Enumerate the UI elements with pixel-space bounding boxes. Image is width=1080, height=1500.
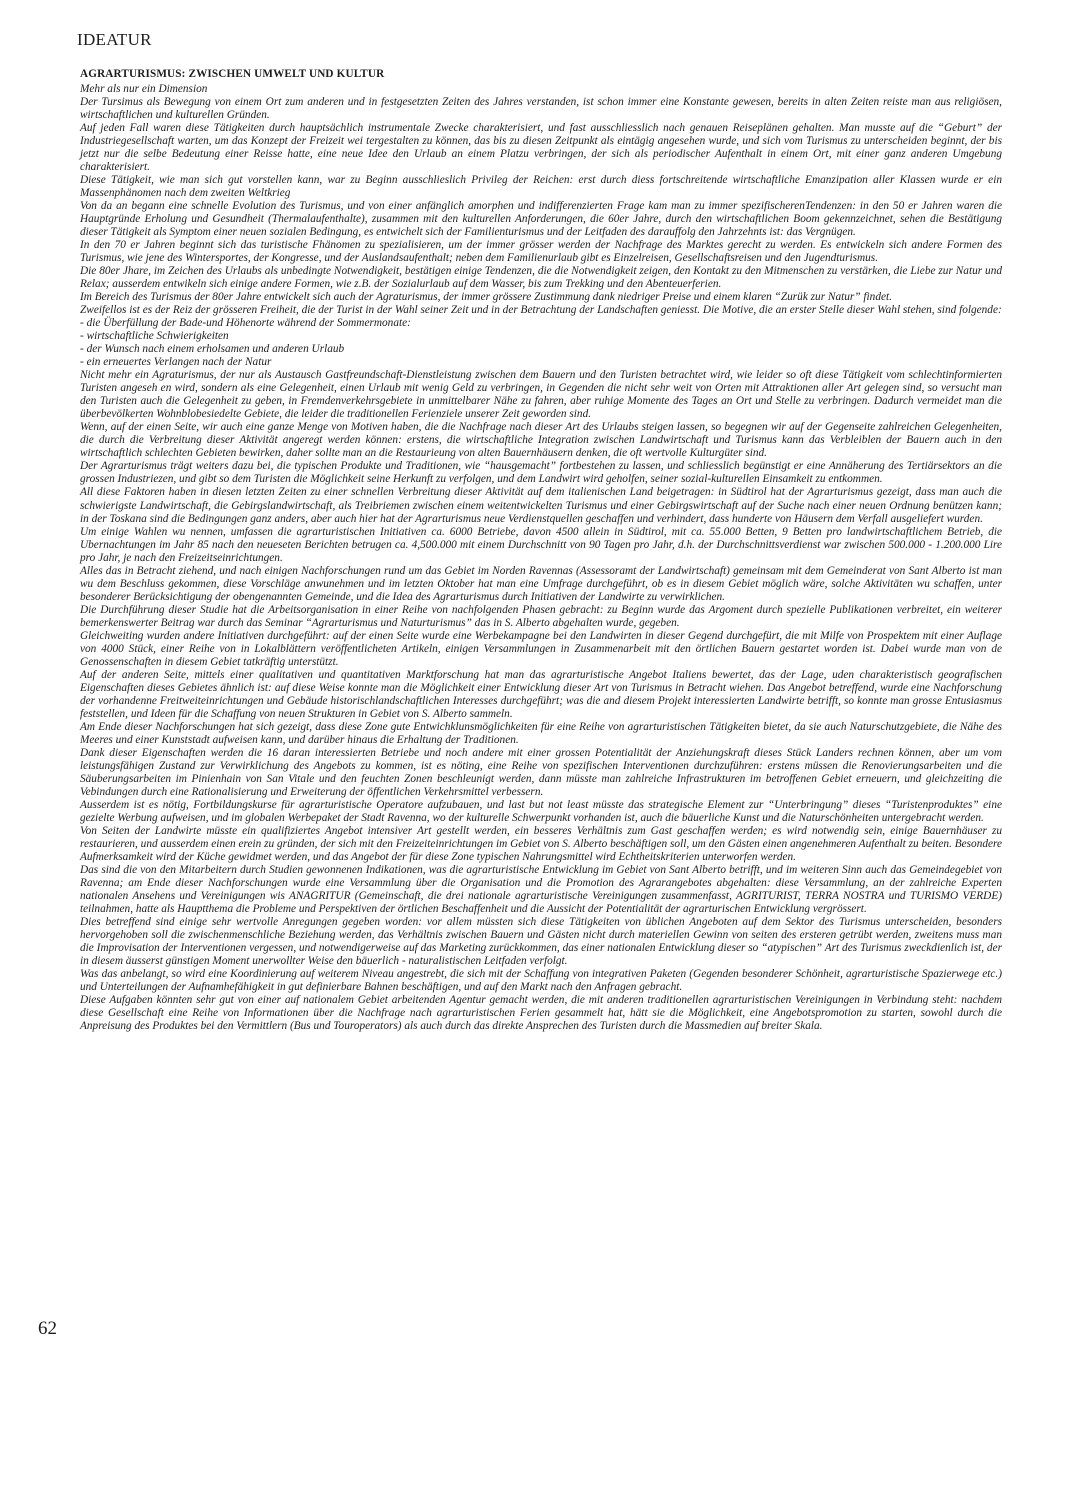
subtitle: Mehr als nur ein Dimension (80, 83, 208, 95)
paragraph: Von da an begann eine schnelle Evolution des Turismus, und von einer anfänglich amorphen und indifferenzierten Frage kam man zu immer spezifischerenTendenzen: in den 50 er Jahren waren die Hauptgründe Erholung und Gesundheit (Thermalaufenthalte), zusammen mit den kulturellen Anforderungen, die 60er Jahre, durch den wirtschaftlichen Boom gekennzeichnet, sehen die Bestätigung dieser Tätigkeit als Symptom einer neuen sozialen Bedingung, es entwichelt sich der Familienturismus und der Leitfaden des darauffolg den Jahrzehnts ist: das Vergnügen. (80, 200, 1002, 239)
paragraph: In den 70 er Jahren beginnt sich das turistische Fhänomen zu spezialisieren, um der immer grösser werden der Nachfrage des Marktes gerecht zu werden. Es entwickeln sich andere Formen des Turismus, wie jene des Wintersportes, der Kongresse, und der Auslandsaufenthalt; neben dem Familienurlaub gibt es Einzelreisen, Gesellschaftsreisen und den Jugendturismus. (80, 239, 1002, 265)
paragraph: Die 80er Jhare, im Zeichen des Urlaubs als unbedingte Notwendigkeit, bestätigen einige Tendenzen, die die Notwendigkeit zeigen, den Kontakt zu den Mitmenschen zu verstärken, die Liebe zur Natur und Relax; ausserdem entwikeln sich einige andere Formen, wie z.B. der Sozialurlaub auf dem Wasser, bis zum Trekking und den Abenteuerferien. (80, 265, 1002, 291)
paragraph: Nicht mehr ein Agraturismus, der nur als Austausch Gastfreundschaft-Dienstleistung zwischen dem Bauern und den Turisten betrachtet wird, wie leider so oft diese Tätigkeit vom schlechtinformierten Turisten angeseh en wird, sondern als eine Gelegenheit, einen Urlaub mit wenig Geld zu verbringen, in Gegenden die nicht sehr weit von Orten mit Attraktionen aller Art gelegen sind, so versucht man den Turisten auch die Gelegenheit zu geben, in Fremdenverkehrsgebiete in unmittelbarer Nähe zu fahren, aber ruhige Momente des Tages an Ort und Stelle zu verbringen. Dadurch vermeidet man die überbevölkerten Wohnblobesiedelte Gebiete, die leider die traditionellen Ferienziele unserer Zeit geworden sind. (80, 369, 1002, 421)
paragraph: Am Ende dieser Nachforschungen hat sich gezeigt, dass diese Zone gute Entwichklunsmöglichkeiten für eine Reihe von agrarturistischen Tätigkeiten bietet, da sie auch Naturschutzgebiete, die Nähe des Meeres und einer Kunststadt aufweisen kann, und darüber hinaus die Erhaltung der Traditionen. (80, 720, 1002, 746)
paragraph: Diese Tätigkeit, wie man sich gut vorstellen kann, war zu Beginn ausschlieslich Privileg der Reichen: erst durch diess fortschreitende wirtschaftliche Emanzipation aller Klassen wurde er ein Massenphänomen nach dem zweiten Weltkrieg (80, 174, 1002, 200)
paragraph: Der Tursimus als Bewegung von einem Ort zum anderen und in festgesetzten Zeiten des Jahres verstanden, ist schon immer eine Konstante gewesen, bereits in alten Zeiten reiste man aus religiösen, wirtschaftlichen und kulturellen Gründen. (80, 96, 1002, 122)
paragraph: Um einige Wahlen wu nennen, umfassen die agrarturistischen Initiativen ca. 6000 Betriebe, davon 4500 allein in Südtirol, mit ca. 55.000 Betten, 9 Betten pro landwirtschaftlichem Betrieb, die Ubernachtungen im Jahr 85 nach den neueseten Berichten betrugen ca. 4,500.000 mit einem Durchschnitt von 90 Tagen pro Jahr, d.h. der Durchschnittsverdienst war zwischen 500.000 - 1.200.000 Lire pro Jahr, je nach den Freizeitseinrichtungen. (80, 525, 1002, 564)
article-title: AGRARTURISMUS: ZWISCHEN UMWELT UND KULTUR (80, 68, 385, 80)
list-item: - der Wunsch nach einem erholsamen und anderen Urlaub (80, 343, 345, 356)
paragraph: Im Bereich des Turismus der 80er Jahre entwickelt sich auch der Agraturismus, der immer grössere Zustimmung dank niedriger Preise und einem klaren “Zurük zur Natur” findet. (80, 291, 892, 304)
paragraph: Der Agrarturismus trägt weiters dazu bei, die typischen Produkte und Traditionen, wie “hausgemacht” fortbestehen zu lassen, und schliesslich begünstigt er eine Annäherung des Tertiärsektors an die grossen Industriezen, und gibt so dem Turisten die Möglichkeit seine Herkunft zu verfolgen, und dem Landwirt wird geholfen, seiner sozial-kulturellen Einsamkeit zu entkommen. (80, 460, 1002, 486)
paragraph: Wenn, auf der einen Seite, wir auch eine ganze Menge von Motiven haben, die die Nachfrage nach dieser Art des Urlaubs steigen lassen, so begegnen wir auf der Gegenseite zahlreichen Gelegenheiten, die durch die Verbreitung dieser Aktivität angeregt werden können: erstens, die wirtschaftliche Integration zwischen Landwirtschaft und Turismus kann das Verbleiblen der Bauern auch in den wirtschaftlich schlechten Gebieten bewirken, daher sollte man an die Restaurieung von alten Bauernhäusern denken, die oft wertvolle Kulturgüter sind. (80, 421, 1002, 460)
article (80, 67, 1002, 1033)
paragraph: Alles das in Betracht ziehend, und nach einigen Nachforschungen rund um das Gebiet im Norden Ravennas (Assessoramt der Landwirtschaft) gemeinsam mit dem Gemeinderat von Sant Alberto ist man wu dem Beschluss gekommen, diese Vorschläge anwunehmen und im letzten Oktober hat man eine Umfrage durchgeführt, ob es in diesem Gebiet möglich wäre, solche Aktivitäten wu schaffen, unter besonderer Berücksichtigung der obengenannten Gemeinde, und die Idea des Agrarturismus durch Initiativen der Landwirte zu verwirklichen. (80, 564, 1002, 603)
paragraph: Zweifellos ist es der Reiz der grösseren Freiheit, die der Turist in der Wahl seiner Zeit und in der Betrachtung der Landschaften geniesst. Die Motive, die an erster Stelle dieser Wahl stehen, sind folgende: (80, 304, 1002, 317)
list-item: - die Überfüllung der Bade-und Höhenorte während der Sommermonate: (80, 317, 411, 330)
paragraph: Diese Aufgaben könnten sehr gut von einer auf nationalem Gebiet arbeitenden Agentur gemacht werden, die mit anderen traditionellen agrarturistischen Vereinigungen in Verbindung steht: nachdem diese Gesellschaft eine Reihe von Informationen über die Nachfrage nach agrarturistischen Ferien gesammelt hat, hätt sie die Möglichkeit, eine Angebotspromotion zu starten, sowohl durch die Anpreisung des Produktes bei den Vermittlern (Bus und Touroperators) als auch durch das direkte Ansprechen des Turisten durch die Massmedien auf breiter Skala. (80, 994, 1002, 1033)
article-body (80, 83, 1002, 1033)
paragraph: Gleichweiting wurden andere Initiativen durchgeführt: auf der einen Seite wurde eine Werbekampagne bei den Landwirten in dieser Gegend durchgefürt, die mit Milfe von Prospektem mit einer Auflage von 4000 Stück, einer Reihe von in Lokalblättern veröffentlicheten Artikeln, einigen Versammlungen in Zusammenarbeit mit den örtlichen Bauern gestartet worden ist. Dabei wurde man von de Genossenschaften in diesem Gebiet tatkräftig unterstützt. (80, 629, 1002, 668)
list-item: - ein erneuertes Verlangen nach der Natur (80, 356, 272, 369)
paragraph: Das sind die von den Mitarbeitern durch Studien gewonnenen Indikationen, was die agrarturistische Entwicklung im Gebiet von Sant Alberto betrifft, und im weiteren Sinn auch das Gemeindegebiet von Ravenna; am Ende dieser Nachforschungen wurde eine Versammlung über die Organisation und die Promotion des Agrarangebotes abgehalten: diese Versammlung, an der zahlreiche Experten nationalen Ansehens und Vereinigungen wis ANAGRITUR (Gemeinschaft, die drei nationale agrarturistische Vereinigungen zusammenfasst, AGRITURIST, TERRA NOSTRA und TURISMO VERDE) teilnahmen, hatte als Hauptthema die Probleme und Perspektiven der örtlichen Beschaffenheit und die Aussicht der Potentialität der agrarturischen Entwicklung vergrössert. (80, 863, 1002, 915)
paragraph: Dank dieser Eigenschaften werden die 16 daran interessierten Betriebe und noch andere mit einer grossen Potentialität der Anziehungskraft dieses Stück Landers rechnen können, aber um vom leistungsfähigen Zustand zur Verwirklichung des Angebots zu kommen, ist es nöting, eine Reihe von spezifischen Interventionen durchzuführen: erstens müssen die Renovierungsarbeiten und die Säuberungsarbeiten im Pinienhain von San Vitale und den feuchten Zonen beschleunigt werden, dann müsste man zahlreiche Infrastrukturen im betroffenen Gebiet erneuern, und gleichzeiting die Vebindungen durch eine Rationalisierung und Erweiterung der öffentlichen Verkehrsmittel verbessern. (80, 746, 1002, 798)
list-item: - wirtschaftliche Schwierigkeiten (80, 330, 229, 343)
page-number: 62 (38, 1318, 57, 1339)
paragraph: Die Durchführung dieser Studie hat die Arbeitsorganisation in einer Reihe von nachfolgenden Phasen gebracht: zu Beginn wurde das Argoment durch spezielle Publikationen verbreitet, ein weiterer bemerkenswerter Beitrag war durch das Seminar “Agrarturismus und Naturturismus” das in S. Alberto abgehalten wurde, gegeben. (80, 603, 1002, 629)
paragraph: Was das anbelangt, so wird eine Koordinierung auf weiterem Niveau angestrebt, die sich mit der Schaffung von integrativen Paketen (Gegenden besonderer Schönheit, agrarturistische Spazierwege etc.) und Unterteilungen der Aufnamhefähigkeit in gut definierbare Bahnen beschäftigen, und auf den Markt nach den Anfragen gebracht. (80, 968, 1002, 994)
paragraph: All diese Faktoren haben in diesen letzten Zeiten zu einer schnellen Verbreitung dieser Aktivität auf dem italienischen Land beigetragen: in Südtirol hat der Agrarturismus gezeigt, dass man auch die schwierigste Landwirtschaft, die Gebirgslandwirtschaft, als Treibriemen zwischen einem weitentwickelten Turismus und einer Gebirgswirtschaft auf der Suche nach einer neuen Ordnung benützen kann; in der Toskana sind die Bedingungen ganz anders, aber auch hier hat der Agrarturismus neue Verdienstquellen geschaffen und verhindert, dass hunderte von Häusern dem Verfall ausgeliefert wurden. (80, 486, 1002, 525)
paragraph: Auf der anderen Seite, mittels einer qualitativen und quantitativen Marktforschung hat man das agrarturistische Angebot Italiens bewertet, das der Lage, uden charakteristisch geografischen Eigenschaften dieses Gebietes ähnlich ist: auf diese Weise konnte man die Möglichkeit einer Entwicklung dieser Art von Turismus in Betracht wiehen. Das Angebot betreffend, wurde eine Nachforschung der vorhandenne Freitweiteinrichtungen und Gebäude historischlandschaftlichen Interesses durchgeführt; was die and diesem Projekt interessierten Landwirte betrifft, so konnte man grosse Entusiasmus feststellen, und Ideen für die Schaffung von neuen Strukturen in Gebiet von S. Alberto sammeln. (80, 668, 1002, 720)
paragraph: Ausserdem ist es nötig, Fortbildungskurse für agrarturistische Operatore aufzubauen, und last but not least müsste das strategische Element zur “Unterbringung” dieses “Turistenproduktes” eine gezielte Werbung aufweisen, und im globalen Werbepaket der Stadt Ravenna, wo der kulturelle Schwerpunkt vorhanden ist, auch die bäuerliche Kunst und die Naturschönheiten untergebracht werden. (80, 798, 1002, 824)
paragraph: Von Seiten der Landwirte müsste ein qualifiziertes Angebot intensiver Art gestellt werden, ein besseres Verhältnis zum Gast geschaffen werden; es wird notwendig sein, einige Bauernhäuser zu restaurieren, und ausserdem einen erein zu gründen, der sich mit den Freizeiteinrichtungen im Gebiet von S. Alberto beschäftigen soll, um den Gästen einen angenehmeren Aufenthalt zu beiten. Besondere Aufmerksamkeit wird der Küche gewidmet werden, und das Angebot der für diese Zone typischen Nahrungsmittel wird Echtheitskriterien unterworfen werden. (80, 824, 1002, 863)
running-head: IDEATUR (77, 30, 152, 49)
paragraph: Dies betreffend sind einige sehr wertvolle Anregungen gegeben worden: vor allem müssten sich diese Tätigkeiten von üblichen Angeboten auf dem Sektor des Turismus unterscheiden, besonders hervorgehoben soll die zwischenmenschliche Beziehung werden, das Verhältnis zwischen Bauern und Gästen nicht durch materiellen Gewinn von seiten des ersteren getrübt werden, zweitens muss man die Improvisation der Interventionen vergessen, und notwendigerweise auf das Marketing zurückkommen, das einer nationalen Entwicklung dieser so “atypischen” Art des Turismus zweckdienlich ist, der in diesem äusserst günstigen Moment unerwollter Weise den bäuerlich - naturalistischen Leitfaden verfolgt. (80, 916, 1002, 968)
paragraph: Auf jeden Fall waren diese Tätigkeiten durch hauptsächlich instrumentale Zwecke charakterisiert, und fast ausschliesslich nach genauen Reiseplänen gehalten. Man musste auf die “Geburt” der Industriegesellschaft warten, um das Konzept der Freizeit wei tergestalten zu können, das bis zu diesen Zeitpunkt als eintägig angesehen wurde, und sich vom Turismus zu unterscheiden beginnt, der bis jetzt nur die selbe Bedeutung einer Reisse hatte, eine neue Idee den Urlaub an einem Platzu verbringen, der sich als periodischer Aufenthalt in einem Ort, mit einer ganz anderen Umgebung charakterisiert. (80, 122, 1002, 174)
